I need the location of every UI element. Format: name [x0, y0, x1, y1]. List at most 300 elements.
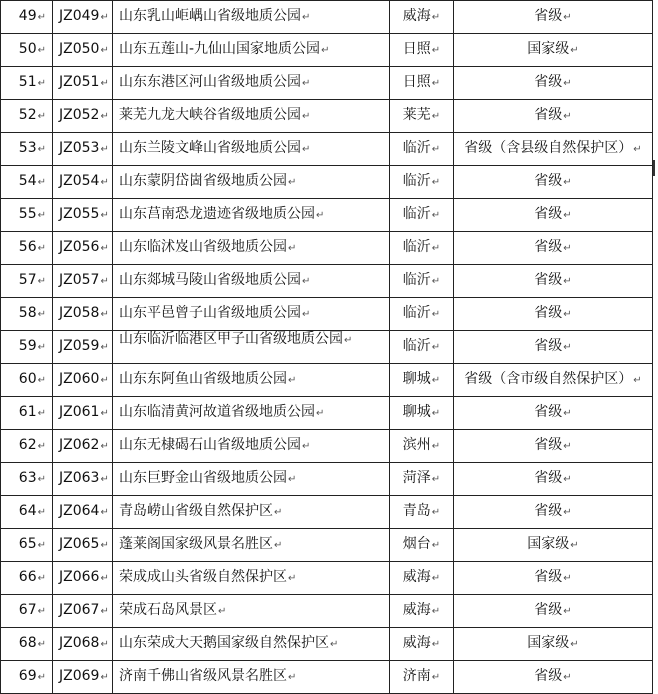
paragraph-mark-icon: ↵	[563, 111, 572, 122]
paragraph-mark-icon: ↵	[563, 276, 572, 287]
cell-code-text: JZ065	[59, 536, 100, 552]
cell-code	[53, 496, 113, 529]
cell-city	[390, 430, 454, 463]
paragraph-mark-icon: ↵	[37, 12, 46, 23]
paragraph-mark-icon: ↵	[431, 45, 441, 56]
cell-city	[390, 496, 454, 529]
cell-code-text: JZ057	[59, 272, 100, 288]
cell-city-text: 威海	[402, 602, 431, 618]
paragraph-mark-icon: ↵	[100, 177, 109, 188]
cell-number	[1, 232, 53, 265]
paragraph-mark-icon: ↵	[37, 540, 46, 551]
cell-name-text: 蓬莱阁国家级风景名胜区	[119, 536, 273, 552]
cell-level	[454, 199, 653, 232]
cell-level	[454, 232, 653, 265]
cell-city-text: 威海	[402, 8, 431, 24]
cell-number-text: 53	[18, 140, 37, 156]
cell-number	[1, 595, 53, 628]
paragraph-mark-icon: ↵	[431, 507, 441, 518]
table-row	[1, 331, 653, 364]
paragraph-mark-icon: ↵	[431, 12, 441, 23]
cell-number	[1, 529, 53, 562]
cell-name-text: 山东郯城马陵山省级地质公园	[119, 272, 301, 288]
cell-city	[390, 199, 454, 232]
cell-code-text: JZ064	[59, 503, 100, 519]
cell-number-text: 64	[18, 503, 37, 519]
cell-level	[454, 430, 653, 463]
paragraph-mark-icon: ↵	[288, 474, 297, 485]
table-row	[1, 397, 653, 430]
paragraph-mark-icon: ↵	[633, 144, 642, 155]
cell-level-text: 省级（含市级自然保护区）	[464, 371, 633, 387]
cell-city-text: 临沂	[402, 338, 431, 354]
cell-code-text: JZ050	[59, 41, 100, 57]
cell-name	[113, 34, 390, 67]
cell-name	[113, 232, 390, 265]
cell-code	[53, 463, 113, 496]
cell-city-text: 聊城	[402, 404, 431, 420]
cell-code-text: JZ069	[59, 668, 100, 684]
paragraph-mark-icon: ↵	[274, 507, 283, 518]
cell-name	[113, 496, 390, 529]
cell-name-text: 山东蒙阴岱崮省级地质公园	[119, 173, 287, 189]
cell-number-text: 50	[18, 41, 37, 57]
paragraph-mark-icon: ↵	[100, 111, 109, 122]
cell-city-text: 临沂	[402, 140, 431, 156]
cell-city	[390, 529, 454, 562]
paragraph-mark-icon: ↵	[302, 144, 311, 155]
paragraph-mark-icon: ↵	[563, 342, 572, 353]
paragraph-mark-icon: ↵	[100, 78, 109, 89]
paragraph-mark-icon: ↵	[37, 276, 46, 287]
cell-city	[390, 628, 454, 661]
paragraph-mark-icon: ↵	[288, 573, 297, 584]
paragraph-mark-icon: ↵	[100, 243, 109, 254]
table-row	[1, 661, 653, 694]
cell-code-text: JZ067	[59, 602, 100, 618]
cell-number	[1, 265, 53, 298]
cell-city-text: 临沂	[402, 173, 431, 189]
paragraph-mark-icon: ↵	[563, 507, 572, 518]
paragraph-mark-icon: ↵	[563, 309, 572, 320]
cell-level	[454, 100, 653, 133]
cell-name-text: 山东兰陵文峰山省级地质公园	[119, 140, 301, 156]
cell-city	[390, 34, 454, 67]
paragraph-mark-icon: ↵	[37, 210, 46, 221]
cell-code	[53, 562, 113, 595]
paragraph-mark-icon: ↵	[563, 606, 572, 617]
paragraph-mark-icon: ↵	[100, 210, 109, 221]
cell-city-text: 济南	[402, 668, 431, 684]
paragraph-mark-icon: ↵	[563, 78, 572, 89]
cell-name	[113, 331, 390, 364]
cell-city	[390, 562, 454, 595]
cell-number-text: 51	[18, 74, 37, 90]
cell-city-text: 日照	[402, 74, 431, 90]
cell-number-text: 55	[18, 206, 37, 222]
cell-level-text: 国家级	[527, 536, 570, 552]
table-row	[1, 298, 653, 331]
table-row	[1, 562, 653, 595]
cell-code	[53, 67, 113, 100]
paragraph-mark-icon: ↵	[570, 639, 579, 650]
cell-level-text: 省级	[534, 239, 563, 255]
cell-number	[1, 364, 53, 397]
cell-number-text: 63	[18, 470, 37, 486]
cell-level	[454, 331, 653, 364]
cell-city-text: 威海	[402, 635, 431, 651]
cell-name-text: 山东乳山岠嵎山省级地质公园	[119, 8, 301, 24]
cell-name-text: 荣成石岛风景区	[119, 602, 217, 618]
cell-level	[454, 133, 653, 166]
cell-level-text: 省级	[534, 74, 563, 90]
cell-code	[53, 364, 113, 397]
cell-code	[53, 298, 113, 331]
paragraph-mark-icon: ↵	[37, 672, 46, 683]
cell-name	[113, 100, 390, 133]
paragraph-mark-icon: ↵	[100, 276, 109, 287]
paragraph-mark-icon: ↵	[563, 243, 572, 254]
cell-number	[1, 133, 53, 166]
cell-name-text: 山东临清黄河故道省级地质公园	[119, 404, 315, 420]
paragraph-mark-icon: ↵	[431, 342, 441, 353]
cell-level-text: 省级	[534, 404, 563, 420]
cell-city	[390, 397, 454, 430]
cell-level	[454, 364, 653, 397]
paragraph-mark-icon: ↵	[321, 45, 330, 56]
cell-level-text: 省级	[534, 338, 563, 354]
cell-number-text: 52	[18, 107, 37, 123]
paragraph-mark-icon: ↵	[431, 606, 441, 617]
paragraph-mark-icon: ↵	[431, 672, 441, 683]
paragraph-mark-icon: ↵	[431, 111, 441, 122]
paragraph-mark-icon: ↵	[100, 12, 109, 23]
cell-level	[454, 562, 653, 595]
cell-name	[113, 166, 390, 199]
paragraph-mark-icon: ↵	[37, 177, 46, 188]
cell-level-text: 省级	[534, 437, 563, 453]
paragraph-mark-icon: ↵	[37, 111, 46, 122]
cell-level	[454, 529, 653, 562]
cell-number	[1, 199, 53, 232]
paragraph-mark-icon: ↵	[100, 408, 109, 419]
paragraph-mark-icon: ↵	[431, 210, 441, 221]
cell-number	[1, 463, 53, 496]
cell-name	[113, 529, 390, 562]
cell-name-text: 山东东阿鱼山省级地质公园	[119, 371, 287, 387]
paragraph-mark-icon: ↵	[37, 408, 46, 419]
cell-level-text: 省级	[534, 8, 563, 24]
paragraph-mark-icon: ↵	[563, 474, 572, 485]
cell-level-text: 省级（含县级自然保护区）	[464, 140, 633, 156]
cell-code	[53, 1, 113, 34]
cell-level-text: 省级	[534, 503, 563, 519]
table-row	[1, 496, 653, 529]
paragraph-mark-icon: ↵	[302, 276, 311, 287]
paragraph-mark-icon: ↵	[100, 375, 109, 386]
cell-name-text: 青岛崂山省级自然保护区	[119, 503, 273, 519]
paragraph-mark-icon: ↵	[302, 111, 311, 122]
cell-city-text: 日照	[402, 41, 431, 57]
cell-city	[390, 463, 454, 496]
paragraph-mark-icon: ↵	[431, 144, 441, 155]
paragraph-mark-icon: ↵	[100, 474, 109, 485]
cell-city-text: 菏泽	[402, 470, 431, 486]
paragraph-mark-icon: ↵	[431, 177, 441, 188]
cell-city	[390, 595, 454, 628]
cell-name	[113, 67, 390, 100]
table-row	[1, 166, 653, 199]
table-row	[1, 1, 653, 34]
cell-level	[454, 661, 653, 694]
cell-level-text: 省级	[534, 173, 563, 189]
cell-code	[53, 331, 113, 364]
cell-number	[1, 661, 53, 694]
paragraph-mark-icon: ↵	[302, 441, 311, 452]
cell-level	[454, 298, 653, 331]
cell-city-text: 莱芜	[402, 107, 431, 123]
paragraph-mark-icon: ↵	[37, 144, 46, 155]
cell-city-text: 威海	[402, 569, 431, 585]
cell-level-text: 省级	[534, 272, 563, 288]
paragraph-mark-icon: ↵	[37, 474, 46, 485]
cell-number	[1, 1, 53, 34]
cell-city-text: 临沂	[402, 305, 431, 321]
cell-city	[390, 67, 454, 100]
cell-city	[390, 364, 454, 397]
paragraph-mark-icon: ↵	[563, 573, 572, 584]
paragraph-mark-icon: ↵	[330, 639, 339, 650]
cell-city-text: 青岛	[402, 503, 431, 519]
paragraph-mark-icon: ↵	[431, 243, 441, 254]
cell-city-text: 烟台	[402, 536, 431, 552]
paragraph-mark-icon: ↵	[100, 606, 109, 617]
cell-number-text: 69	[18, 668, 37, 684]
cell-number-text: 66	[18, 569, 37, 585]
paragraph-mark-icon: ↵	[431, 78, 441, 89]
cell-number-text: 54	[18, 173, 37, 189]
cell-level-text: 省级	[534, 602, 563, 618]
table-row	[1, 463, 653, 496]
cell-name-text: 山东五莲山-九仙山国家地质公园	[119, 41, 321, 57]
paragraph-mark-icon: ↵	[37, 78, 46, 89]
cell-code	[53, 628, 113, 661]
cell-level-text: 省级	[534, 206, 563, 222]
paragraph-mark-icon: ↵	[563, 441, 572, 452]
cell-code-text: JZ061	[59, 404, 100, 420]
cell-code-text: JZ058	[59, 305, 100, 321]
cell-number-text: 65	[18, 536, 37, 552]
cell-level-text: 省级	[534, 107, 563, 123]
cell-code	[53, 199, 113, 232]
cell-name	[113, 430, 390, 463]
paragraph-mark-icon: ↵	[37, 573, 46, 584]
cell-city	[390, 232, 454, 265]
paragraph-mark-icon: ↵	[316, 210, 325, 221]
paragraph-mark-icon: ↵	[302, 309, 311, 320]
cell-number	[1, 298, 53, 331]
cell-level	[454, 463, 653, 496]
cell-name	[113, 133, 390, 166]
cell-level-text: 省级	[534, 668, 563, 684]
cell-code-text: JZ060	[59, 371, 100, 387]
cell-name-text: 山东莒南恐龙遗迹省级地质公园	[119, 206, 315, 222]
table-row	[1, 199, 653, 232]
cell-name	[113, 364, 390, 397]
table-row	[1, 232, 653, 265]
paragraph-mark-icon: ↵	[344, 335, 353, 346]
cell-name-text: 荣成成山头省级自然保护区	[119, 569, 287, 585]
paragraph-mark-icon: ↵	[431, 639, 441, 650]
cell-number-text: 59	[18, 338, 37, 354]
cell-code	[53, 430, 113, 463]
paragraph-mark-icon: ↵	[431, 474, 441, 485]
cell-city	[390, 298, 454, 331]
cell-code-text: JZ054	[59, 173, 100, 189]
cell-name	[113, 463, 390, 496]
cell-code-text: JZ068	[59, 635, 100, 651]
paragraph-mark-icon: ↵	[37, 243, 46, 254]
paragraph-mark-icon: ↵	[37, 441, 46, 452]
cell-code	[53, 595, 113, 628]
cell-city	[390, 265, 454, 298]
paragraph-mark-icon: ↵	[563, 177, 572, 188]
paragraph-mark-icon: ↵	[100, 144, 109, 155]
table-row	[1, 67, 653, 100]
cell-city	[390, 331, 454, 364]
paragraph-mark-icon: ↵	[431, 375, 441, 386]
cell-number	[1, 562, 53, 595]
cell-name	[113, 661, 390, 694]
cell-code	[53, 133, 113, 166]
paragraph-mark-icon: ↵	[100, 45, 109, 56]
paragraph-mark-icon: ↵	[431, 309, 441, 320]
cell-code-text: JZ059	[59, 338, 100, 354]
paragraph-mark-icon: ↵	[570, 45, 579, 56]
cell-number	[1, 430, 53, 463]
cell-code	[53, 34, 113, 67]
paragraph-mark-icon: ↵	[100, 540, 109, 551]
cell-code-text: JZ063	[59, 470, 100, 486]
paragraph-mark-icon: ↵	[302, 78, 311, 89]
paragraph-mark-icon: ↵	[218, 606, 227, 617]
cell-code-text: JZ052	[59, 107, 100, 123]
paragraph-mark-icon: ↵	[563, 210, 572, 221]
paragraph-mark-icon: ↵	[316, 408, 325, 419]
cell-name	[113, 1, 390, 34]
table-row	[1, 529, 653, 562]
paragraph-mark-icon: ↵	[288, 243, 297, 254]
cell-number	[1, 67, 53, 100]
cell-city	[390, 1, 454, 34]
cell-number-text: 61	[18, 404, 37, 420]
table-row	[1, 100, 653, 133]
cell-level	[454, 595, 653, 628]
cell-number	[1, 34, 53, 67]
cell-name-text: 山东巨野金山省级地质公园	[119, 470, 287, 486]
cell-level-text: 省级	[534, 305, 563, 321]
paragraph-mark-icon: ↵	[37, 507, 46, 518]
cell-name-text: 山东荣成大天鹅国家级自然保护区	[119, 635, 329, 651]
paragraph-mark-icon: ↵	[563, 12, 572, 23]
cell-name-text: 山东东港区河山省级地质公园	[119, 74, 301, 90]
cell-code-text: JZ051	[59, 74, 100, 90]
cell-city-text: 临沂	[402, 239, 431, 255]
paragraph-mark-icon: ↵	[431, 573, 441, 584]
paragraph-mark-icon: ↵	[302, 12, 311, 23]
cell-level-text: 国家级	[527, 635, 570, 651]
paragraph-mark-icon: ↵	[633, 375, 642, 386]
table-row	[1, 364, 653, 397]
cell-city-text: 滨州	[402, 437, 431, 453]
paragraph-mark-icon: ↵	[100, 507, 109, 518]
cell-number-text: 68	[18, 635, 37, 651]
cell-name-text: 莱芜九龙大峡谷省级地质公园	[119, 107, 301, 123]
table-row	[1, 595, 653, 628]
cell-city	[390, 100, 454, 133]
cell-number-text: 57	[18, 272, 37, 288]
cell-level	[454, 496, 653, 529]
cell-number	[1, 397, 53, 430]
cell-code	[53, 661, 113, 694]
table-row	[1, 133, 653, 166]
paragraph-mark-icon: ↵	[100, 573, 109, 584]
paragraph-mark-icon: ↵	[274, 540, 283, 551]
cell-level	[454, 34, 653, 67]
paragraph-mark-icon: ↵	[37, 639, 46, 650]
cell-number-text: 58	[18, 305, 37, 321]
cell-number	[1, 628, 53, 661]
cell-number-text: 49	[18, 8, 37, 24]
cell-name-text: 山东临沭岌山省级地质公园	[119, 239, 287, 255]
paragraph-mark-icon: ↵	[37, 375, 46, 386]
cell-number	[1, 166, 53, 199]
cell-name-text: 济南千佛山省级风景名胜区	[119, 668, 287, 684]
cell-name	[113, 298, 390, 331]
cell-code	[53, 397, 113, 430]
cell-level	[454, 67, 653, 100]
cell-name-text: 山东平邑曾子山省级地质公园	[119, 305, 301, 321]
cell-name-text: 山东无棣碣石山省级地质公园	[119, 437, 301, 453]
cell-code	[53, 232, 113, 265]
cell-name	[113, 628, 390, 661]
cell-code-text: JZ055	[59, 206, 100, 222]
cell-city	[390, 661, 454, 694]
cell-number-text: 62	[18, 437, 37, 453]
cell-name-text: 山东临沂临港区甲子山省级地质公园	[119, 331, 343, 347]
paragraph-mark-icon: ↵	[100, 639, 109, 650]
cell-code-text: JZ066	[59, 569, 100, 585]
cell-name	[113, 397, 390, 430]
cell-level	[454, 1, 653, 34]
paragraph-mark-icon: ↵	[37, 606, 46, 617]
cell-name	[113, 562, 390, 595]
cell-city	[390, 133, 454, 166]
cell-city-text: 聊城	[402, 371, 431, 387]
paragraph-mark-icon: ↵	[288, 375, 297, 386]
table-row	[1, 34, 653, 67]
paragraph-mark-icon: ↵	[431, 408, 441, 419]
paragraph-mark-icon: ↵	[37, 45, 46, 56]
cell-level	[454, 265, 653, 298]
paragraph-mark-icon: ↵	[288, 177, 297, 188]
cell-code	[53, 100, 113, 133]
cell-level-text: 国家级	[527, 41, 570, 57]
paragraph-mark-icon: ↵	[563, 672, 572, 683]
cell-level	[454, 166, 653, 199]
paragraph-mark-icon: ↵	[100, 672, 109, 683]
cell-number-text: 56	[18, 239, 37, 255]
